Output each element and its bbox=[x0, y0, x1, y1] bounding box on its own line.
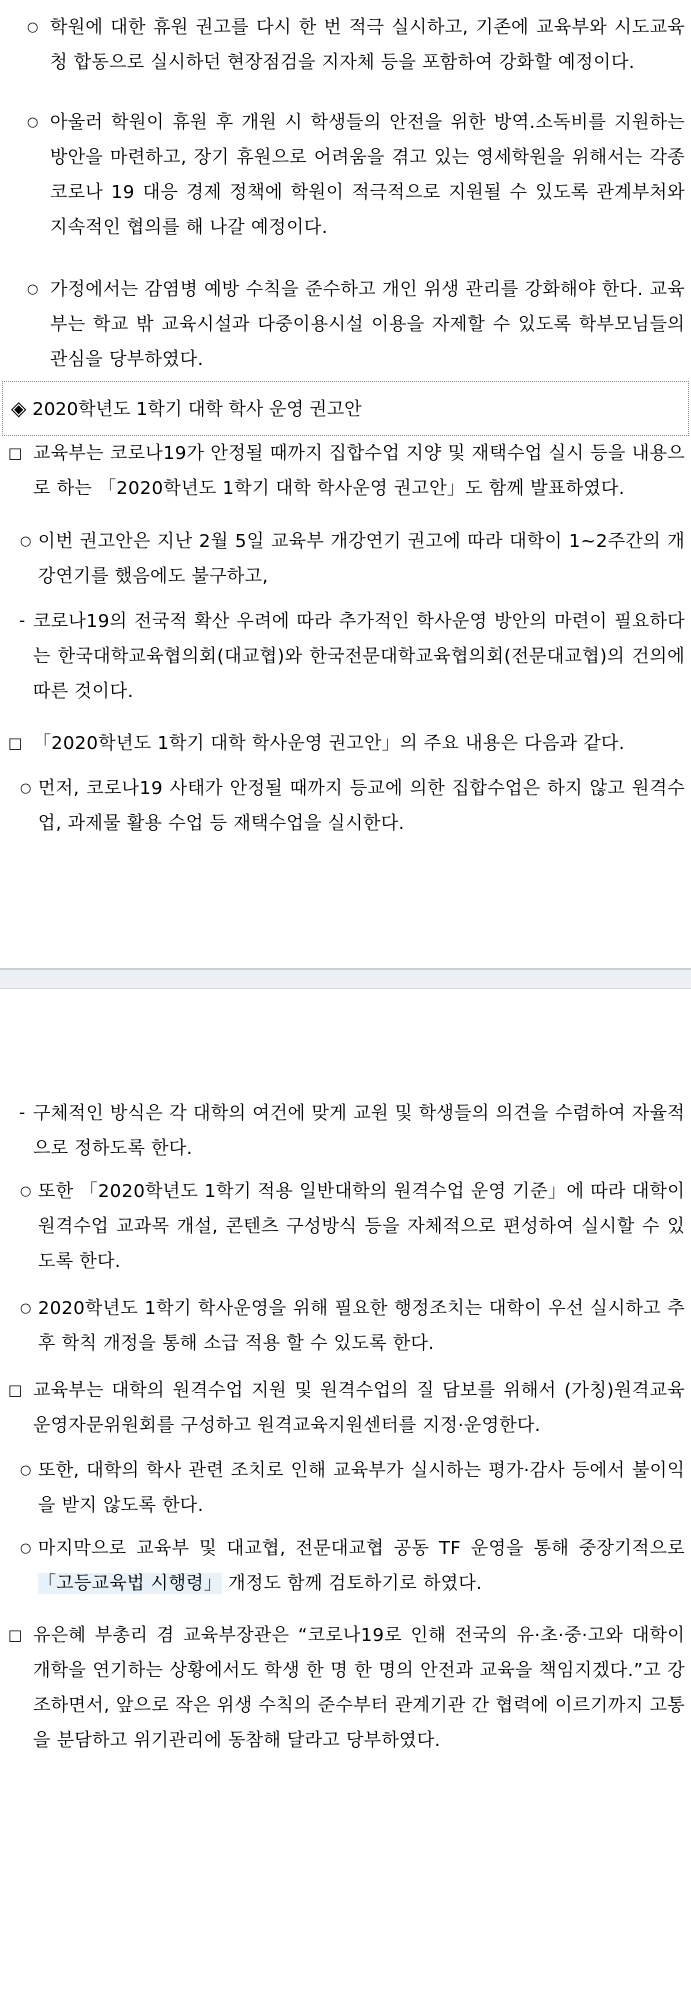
paragraph bbox=[0, 1453, 691, 1523]
paragraph bbox=[0, 1291, 691, 1361]
law-title-highlight: 「고등교육법 시행령」 bbox=[38, 1573, 223, 1594]
paragraph-text: 학원에 대한 휴원 권고를 다시 한 번 적극 실시하고, 기존에 교육부와 시도교육청 합동으로 실시하던 현장점검을 지자체 등을 포함하여 강화할 예정이다. bbox=[50, 17, 685, 73]
paragraph bbox=[0, 1373, 691, 1443]
paragraph-text: 가정에서는 감염병 예방 수칙을 준수하고 개인 위생 관리를 강화해야 한다. 교육부는 학교 밖 교육시설과 다중이용시설 이용을 자제할 수 있도록 학부모님들의 관심을 당부하였다. bbox=[50, 279, 685, 370]
paragraph-text: 구체적인 방식은 각 대학의 여건에 맞게 교원 및 학생들의 의견을 수렴하여 자율적으로 정하도록 한다. bbox=[33, 1103, 685, 1159]
paragraph bbox=[0, 10, 691, 80]
paragraph-text: 유은혜 부총리 겸 교육부장관은 “코로나19로 인해 전국의 유·초·중·고와 대학이 개학을 연기하는 상황에서도 학생 한 명 한 명의 안전과 교육을 책임지겠다.”고 강조하면서, 앞으로 작은 위생 수칙의 준수부터 관계기관 간 협력에 이르기까지 고통을 분담하고 위기관리에 동참해 달라고 당부하였다. bbox=[33, 1625, 685, 1751]
bullet-circle-icon: ○ bbox=[20, 1301, 32, 1316]
bullet-circle-icon: ○ bbox=[20, 534, 32, 549]
paragraph-text: 마지막으로 교육부 및 대교협, 전문대교협 공동 TF 운영을 통해 중장기적으로 bbox=[38, 1538, 685, 1559]
bullet-circle-icon: ○ bbox=[27, 282, 39, 297]
diamond-icon: ◈ bbox=[11, 396, 27, 420]
paragraph-text: 또한, 대학의 학사 관련 조치로 인해 교육부가 실시하는 평가·감사 등에서 불이익을 받지 않도록 한다. bbox=[38, 1460, 685, 1516]
paragraph-text: 먼저, 코로나19 사태가 안정될 때까지 등교에 의한 집합수업은 하지 않고 원격수업, 과제물 활용 수업 등 재택수업을 실시한다. bbox=[38, 778, 685, 834]
paragraph bbox=[0, 726, 691, 761]
paragraph bbox=[0, 771, 691, 841]
bullet-circle-icon: ○ bbox=[20, 781, 32, 796]
paragraph bbox=[0, 604, 691, 709]
paragraph-text: 교육부는 코로나19가 안정될 때까지 집합수업 지양 및 재택수업 실시 등을 내용으로 하는 「2020학년도 1학기 대학 학사운영 권고안」도 함께 발표하였다. bbox=[33, 443, 685, 499]
page-break-band bbox=[0, 968, 691, 989]
paragraph bbox=[0, 272, 691, 377]
notice-box bbox=[2, 381, 689, 436]
bullet-circle-icon: ○ bbox=[27, 20, 39, 35]
bullet-square-icon: □ bbox=[8, 1381, 23, 1399]
bullet-dash-icon: - bbox=[19, 1103, 26, 1123]
paragraph-text: 개정도 함께 검토하기로 하였다. bbox=[222, 1573, 483, 1594]
bullet-circle-icon: ○ bbox=[27, 115, 39, 130]
page-top-gap bbox=[0, 989, 691, 1096]
paragraph bbox=[0, 436, 691, 506]
paragraph-text: 교육부는 대학의 원격수업 지원 및 원격수업의 질 담보를 위해서 (가칭)원격교육운영자문위원회를 구성하고 원격교육지원센터를 지정·운영한다. bbox=[33, 1380, 685, 1436]
paragraph bbox=[0, 1618, 691, 1758]
paragraph bbox=[0, 1531, 691, 1601]
bullet-circle-icon: ○ bbox=[20, 1541, 32, 1556]
bullet-square-icon: □ bbox=[8, 444, 23, 462]
paragraph-text: 아울러 학원이 휴원 후 개원 시 학생들의 안전을 위한 방역.소독비를 지원하는 방안을 마련하고, 장기 휴원으로 어려움을 겪고 있는 영세학원을 위해서는 각종 코로나 19 대응 경제 정책에 학원이 적극적으로 지원될 수 있도록 관계부처와 지속적인 협의를 해 나갈 예정이다. bbox=[50, 112, 685, 238]
bullet-circle-icon: ○ bbox=[20, 1184, 32, 1199]
bullet-square-icon: □ bbox=[8, 1626, 23, 1644]
bullet-dash-icon: - bbox=[19, 611, 26, 631]
page-bottom-gap bbox=[0, 841, 691, 968]
paragraph-text: 또한 「2020학년도 1학기 적용 일반대학의 원격수업 운영 기준」에 따라 대학이 원격수업 교과목 개설, 콘텐츠 구성방식 등을 자체적으로 편성하여 실시할 수 있도록 한다. bbox=[38, 1181, 685, 1272]
paragraph-text: 「2020학년도 1학기 대학 학사운영 권고안」의 주요 내용은 다음과 같다. bbox=[33, 733, 625, 754]
paragraph bbox=[0, 1096, 691, 1166]
notice-box-title: 2020학년도 1학기 대학 학사 운영 권고안 bbox=[32, 399, 362, 420]
paragraph bbox=[0, 1174, 691, 1279]
paragraph-text: 이번 권고안은 지난 2월 5일 교육부 개강연기 권고에 따라 대학이 1~2주간의 개강연기를 했음에도 불구하고, bbox=[38, 531, 685, 587]
paragraph-text: 코로나19의 전국적 확산 우려에 따라 추가적인 학사운영 방안의 마련이 필요하다는 한국대학교육협의회(대교협)와 한국전문대학교육협의회(전문대교협)의 건의에 따른 것이다. bbox=[33, 611, 685, 702]
paragraph bbox=[0, 524, 691, 594]
bullet-circle-icon: ○ bbox=[20, 1463, 32, 1478]
paragraph-text: 2020학년도 1학기 학사운영을 위해 필요한 행정조치는 대학이 우선 실시하고 추후 학칙 개정을 통해 소급 적용 할 수 있도록 한다. bbox=[38, 1298, 685, 1354]
bullet-square-icon: □ bbox=[8, 734, 23, 752]
paragraph bbox=[0, 105, 691, 245]
